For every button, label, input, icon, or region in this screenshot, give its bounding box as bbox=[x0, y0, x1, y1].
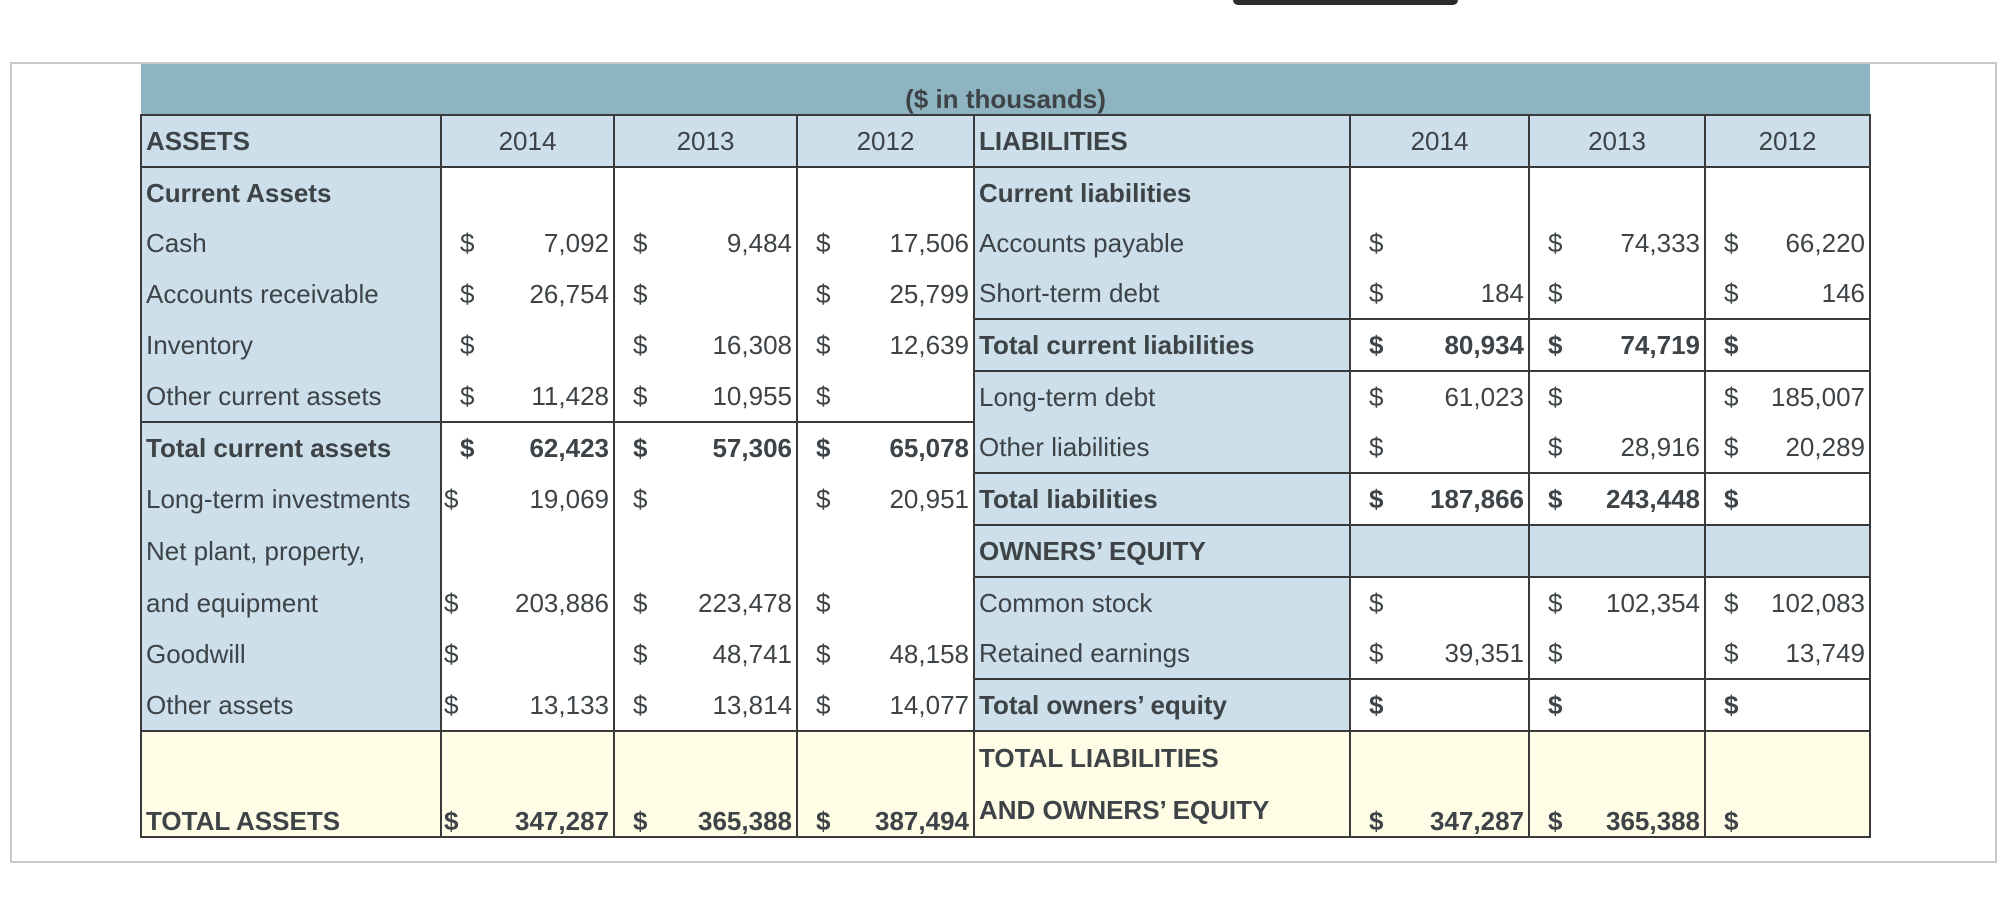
amount-cell: $ 102,354 bbox=[1529, 577, 1705, 628]
row-label: and equipment bbox=[141, 577, 441, 628]
liab-year-2014: 2014 bbox=[1350, 115, 1529, 167]
units-title: ($ in thousands) bbox=[141, 64, 1870, 115]
amount-cell: $ bbox=[614, 268, 797, 319]
current-assets-label: Current Assets bbox=[141, 167, 441, 218]
liabilities-heading: LIABILITIES bbox=[974, 115, 1350, 167]
amount-cell: $ 17,506 bbox=[797, 218, 974, 268]
amount-cell: $ 14,077 bbox=[797, 679, 974, 731]
amount-cell: $ 61,023 bbox=[1350, 371, 1529, 422]
table-row bbox=[141, 679, 1870, 731]
row-label: Goodwill bbox=[141, 628, 441, 679]
table-row bbox=[141, 473, 1870, 525]
table-row bbox=[141, 525, 1870, 577]
row-label: Total liabilities bbox=[974, 473, 1350, 525]
amount-cell: $ 243,448 bbox=[1529, 473, 1705, 525]
amount-cell: $ 80,934 bbox=[1350, 319, 1529, 371]
amount-cell: $ 19,069 bbox=[441, 473, 614, 525]
amount-cell: $ bbox=[1350, 218, 1529, 268]
table-row bbox=[141, 422, 1870, 473]
amount-cell: $ 187,866 bbox=[1350, 473, 1529, 525]
amount-cell: $ bbox=[1529, 628, 1705, 679]
balance-sheet-table bbox=[140, 64, 1871, 838]
table-row bbox=[141, 628, 1870, 679]
amount-cell: $ 28,916 bbox=[1529, 422, 1705, 473]
row-label: Long-term investments bbox=[141, 473, 441, 525]
row-label: Total current liabilities bbox=[974, 319, 1350, 371]
total-liabilities-equity-label: TOTAL LIABILITIES AND OWNERS’ EQUITY bbox=[974, 731, 1350, 837]
row-label: Total current assets bbox=[141, 422, 441, 473]
amount-cell: $ 48,158 bbox=[797, 628, 974, 679]
amount-cell: $ 347,287 bbox=[441, 731, 614, 837]
amount-cell: $ bbox=[1705, 473, 1870, 525]
amount-cell: $ bbox=[1350, 422, 1529, 473]
amount-cell: $ bbox=[1350, 679, 1529, 731]
amount-cell: $ bbox=[441, 319, 614, 371]
assets-year-2013: 2013 bbox=[614, 115, 797, 167]
assets-year-2014: 2014 bbox=[441, 115, 614, 167]
row-label: Cash bbox=[141, 218, 441, 268]
amount-cell: $ 66,220 bbox=[1705, 218, 1870, 268]
grand-total-row bbox=[141, 731, 1870, 837]
row-label: Short-term debt bbox=[974, 268, 1350, 319]
amount-cell: $ 7,092 bbox=[441, 218, 614, 268]
amount-cell: $ 203,886 bbox=[441, 577, 614, 628]
amount-cell: $ 39,351 bbox=[1350, 628, 1529, 679]
amount-cell: $ 12,639 bbox=[797, 319, 974, 371]
amount-cell: $ 347,287 bbox=[1350, 731, 1529, 837]
row-label: Accounts receivable bbox=[141, 268, 441, 319]
amount-cell: $ 48,741 bbox=[614, 628, 797, 679]
amount-cell: $ bbox=[1529, 268, 1705, 319]
amount-cell: $ 387,494 bbox=[797, 731, 974, 837]
amount-cell: $ 25,799 bbox=[797, 268, 974, 319]
row-label: Other current assets bbox=[141, 371, 441, 422]
row-label: Retained earnings bbox=[974, 628, 1350, 679]
amount-cell: $ bbox=[1705, 679, 1870, 731]
amount-cell: $ 74,333 bbox=[1529, 218, 1705, 268]
row-label: Other assets bbox=[141, 679, 441, 731]
table-row bbox=[141, 319, 1870, 371]
amount-cell: $ 57,306 bbox=[614, 422, 797, 473]
table-row bbox=[141, 218, 1870, 268]
amount-cell: $ 10,955 bbox=[614, 371, 797, 422]
amount-cell: $ 223,478 bbox=[614, 577, 797, 628]
amount-cell: $ bbox=[1350, 577, 1529, 628]
liab-year-2012: 2012 bbox=[1705, 115, 1870, 167]
amount-cell: $ 184 bbox=[1350, 268, 1529, 319]
table-row bbox=[141, 167, 1870, 218]
amount-cell: $ 13,814 bbox=[614, 679, 797, 731]
title-row bbox=[141, 64, 1870, 115]
row-label: Accounts payable bbox=[974, 218, 1350, 268]
column-header-row bbox=[141, 115, 1870, 167]
amount-cell: $ 13,133 bbox=[441, 679, 614, 731]
amount-cell: $ 11,428 bbox=[441, 371, 614, 422]
amount-cell: $ 13,749 bbox=[1705, 628, 1870, 679]
amount-cell: $ bbox=[1705, 319, 1870, 371]
amount-cell: $ bbox=[614, 473, 797, 525]
top-handle-bar bbox=[1233, 0, 1458, 5]
row-label: Other liabilities bbox=[974, 422, 1350, 473]
amount-cell: $ bbox=[797, 371, 974, 422]
amount-cell: $ 20,951 bbox=[797, 473, 974, 525]
table-row bbox=[141, 371, 1870, 422]
current-liabilities-label: Current liabilities bbox=[974, 167, 1350, 218]
amount-cell: $ 185,007 bbox=[1705, 371, 1870, 422]
liab-year-2013: 2013 bbox=[1529, 115, 1705, 167]
row-label: Net plant, property, bbox=[141, 525, 441, 577]
row-label: Inventory bbox=[141, 319, 441, 371]
amount-cell: $ 74,719 bbox=[1529, 319, 1705, 371]
row-label: Total owners’ equity bbox=[974, 679, 1350, 731]
assets-year-2012: 2012 bbox=[797, 115, 974, 167]
amount-cell: $ 20,289 bbox=[1705, 422, 1870, 473]
assets-heading: ASSETS bbox=[141, 115, 441, 167]
amount-cell: $ 102,083 bbox=[1705, 577, 1870, 628]
table-row bbox=[141, 268, 1870, 319]
amount-cell: $ 65,078 bbox=[797, 422, 974, 473]
amount-cell: $ bbox=[1529, 679, 1705, 731]
row-label: Common stock bbox=[974, 577, 1350, 628]
amount-cell: $ 16,308 bbox=[614, 319, 797, 371]
amount-cell: $ 9,484 bbox=[614, 218, 797, 268]
row-label: Long-term debt bbox=[974, 371, 1350, 422]
owners-equity-heading: OWNERS’ EQUITY bbox=[974, 525, 1350, 577]
amount-cell: $ 62,423 bbox=[441, 422, 614, 473]
amount-cell: $ bbox=[441, 628, 614, 679]
amount-cell: $ bbox=[1529, 371, 1705, 422]
amount-cell: $ 26,754 bbox=[441, 268, 614, 319]
amount-cell: $ bbox=[1705, 731, 1870, 837]
total-assets-label: TOTAL ASSETS bbox=[141, 731, 441, 837]
amount-cell: $ 146 bbox=[1705, 268, 1870, 319]
amount-cell: $ 365,388 bbox=[1529, 731, 1705, 837]
table-row bbox=[141, 577, 1870, 628]
amount-cell: $ 365,388 bbox=[614, 731, 797, 837]
amount-cell: $ bbox=[797, 577, 974, 628]
